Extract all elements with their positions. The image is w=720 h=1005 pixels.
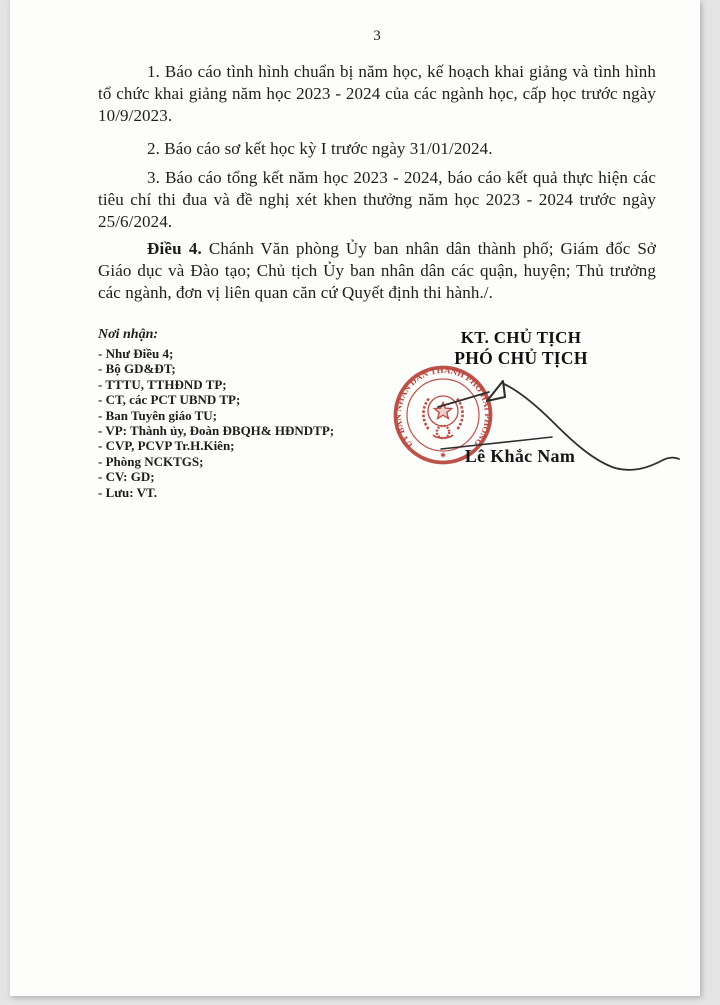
seal-separator-star: ✱ (440, 451, 446, 460)
handwritten-signature (430, 372, 692, 484)
recipients-heading: Nơi nhận: (98, 327, 159, 342)
recipient-item: - Phòng NCKTGS; (98, 453, 204, 469)
paragraph-article-4 (98, 238, 656, 304)
recipient-item: - CV: GD; (98, 469, 155, 485)
page-number: 3 (373, 28, 381, 44)
recipient-item: - TTTU, TTHĐND TP; (98, 376, 227, 392)
signature-entry-stroke (438, 392, 489, 407)
paragraph-3: 3. Báo cáo tổng kết năm học 2023 - 2024, báo cáo kết quả thực hiện các tiêu chí thi đua và đề nghị xét khen thưởng năm học 2023 - 2024 trước ngày 25/6/2024. (98, 168, 656, 231)
document-page (9, 0, 700, 996)
article-4-text: Chánh Văn phòng Ủy ban nhân dân thành phố; Giám đốc Sở Giáo dục và Đào tạo; Chủ tịch Ủy ban nhân dân các quận, huyện; Thủ trưởng các ngành, đơn vị liên quan căn cứ Quyết định thi hành./. (98, 239, 656, 302)
signature-loop (487, 381, 505, 401)
paragraph-1: 1. Báo cáo tình hình chuẩn bị năm học, kế hoạch khai giảng và tình hình tổ chức khai giảng năm học 2023 - 2024 của các ngành học, cấp học trước ngày 10/9/2023. (98, 62, 656, 125)
seal-ring-text: ỦY BAN NHÂN DÂN THÀNH PHỐ HẢI PHÒNG (393, 365, 493, 450)
paragraph-2: 2. Báo cáo sơ kết học kỳ I trước ngày 31/01/2024. (147, 139, 493, 158)
recipients-block (98, 327, 378, 500)
recipient-item: - CT, các PCT UBND TP; (98, 392, 241, 408)
signature-title-line1: KT. CHỦ TỊCH (460, 328, 582, 347)
signature-title-line2: PHÓ CHỦ TỊCH (454, 348, 588, 368)
recipient-item: - VP: Thành ủy, Đoàn ĐBQH& HĐNDTP; (98, 423, 335, 439)
signer-name: Lê Khắc Nam (464, 446, 576, 466)
recipient-item: - Ban Tuyên giáo TU; (98, 407, 217, 423)
recipient-item: - Bộ GD&ĐT; (98, 361, 176, 377)
recipient-item: - Như Điều 4; (98, 346, 174, 361)
recipient-item: - CVP, PCVP Tr.H.Kiên; (98, 438, 235, 454)
recipient-item: - Lưu: VT. (98, 484, 157, 500)
article-4-label: Điều 4. (147, 239, 202, 258)
